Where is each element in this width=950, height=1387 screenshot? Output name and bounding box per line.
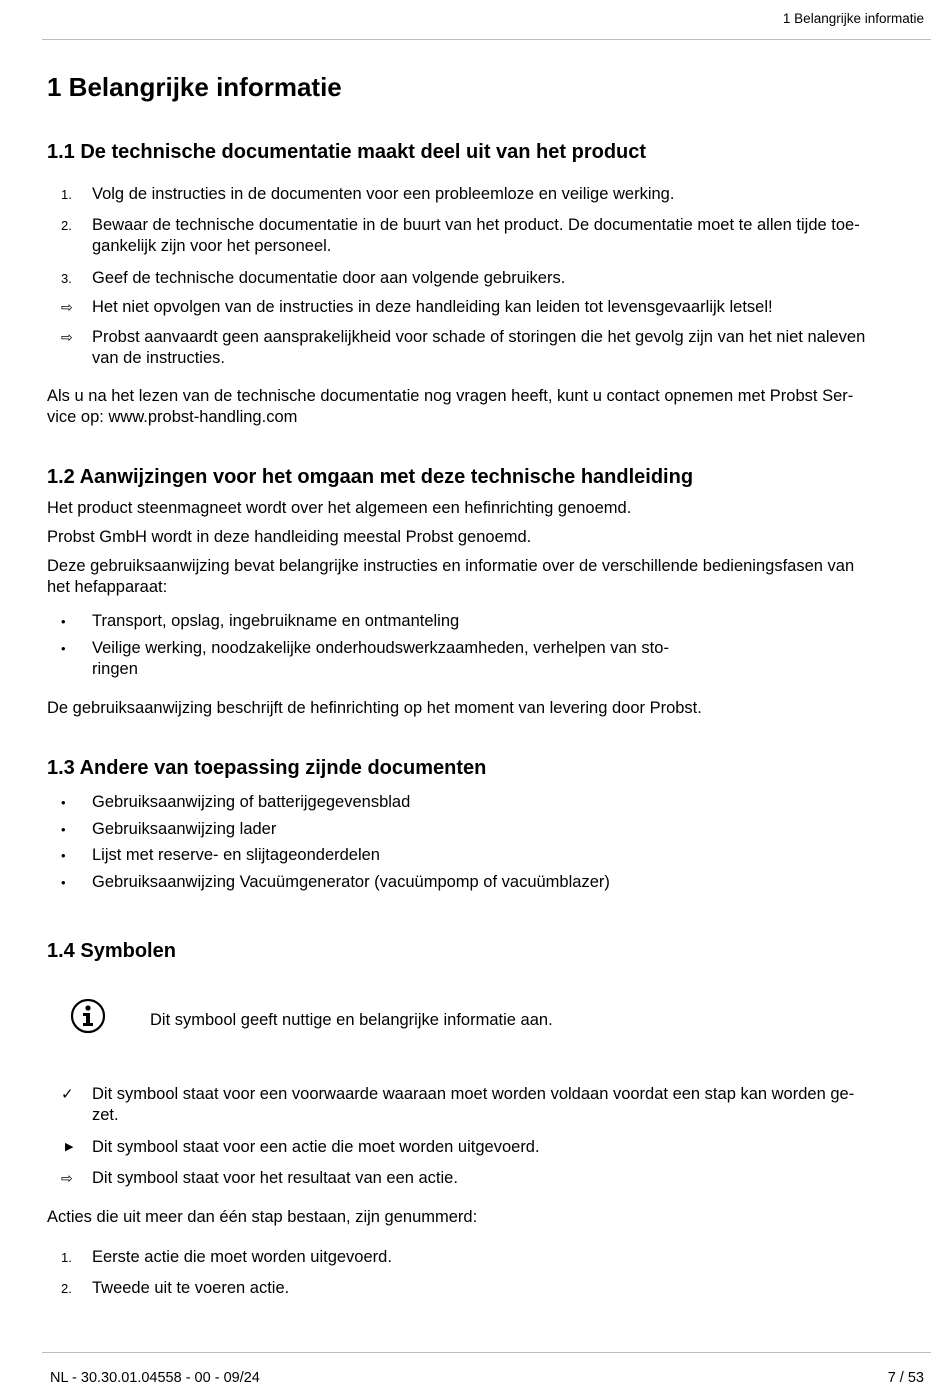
section-heading-1-4: 1.4 Symbolen xyxy=(47,940,176,962)
bullet-item xyxy=(47,611,924,632)
bullet-text: Veilige werking, noodzakelijke onderhoudswerkzaamheden, verhelpen van sto- ringen xyxy=(92,639,669,678)
symbol-item xyxy=(47,1084,924,1126)
list-item xyxy=(47,1278,924,1299)
list-number: 1. xyxy=(61,187,72,202)
info-icon xyxy=(70,998,106,1034)
bullet-icon: • xyxy=(61,641,66,656)
list-item xyxy=(47,268,924,289)
symbol-text: Dit symbool staat voor een actie die moet worden uitgevoerd. xyxy=(92,1138,540,1156)
paragraph: Probst GmbH wordt in deze handleiding meestal Probst genoemd. xyxy=(47,528,532,546)
paragraph: De gebruiksaanwijzing beschrijft de hefinrichting op het moment van levering door Probst. xyxy=(47,699,702,717)
result-item xyxy=(47,327,924,369)
list-number: 3. xyxy=(61,271,72,286)
info-symbol-text: Dit symbool geeft nuttige en belangrijke informatie aan. xyxy=(150,1011,553,1029)
symbol-item xyxy=(47,1137,924,1158)
result-arrow-icon: ⇨ xyxy=(61,329,73,345)
section-heading-1-3: 1.3 Andere van toepassing zijnde documenten xyxy=(47,757,487,779)
result-item xyxy=(47,297,924,318)
symbol-item xyxy=(47,1168,924,1189)
paragraph: Acties die uit meer dan één stap bestaan, zijn genummerd: xyxy=(47,1208,478,1226)
list-item xyxy=(47,215,924,257)
page-number: 7 / 53 xyxy=(887,1370,924,1386)
bullet-text: Gebruiksaanwijzing Vacuümgenerator (vacuümpomp of vacuümblazer) xyxy=(92,873,610,891)
bullet-item xyxy=(47,845,924,866)
bullet-icon: • xyxy=(61,875,66,890)
bullet-icon: • xyxy=(61,822,66,837)
contact-paragraph: Als u na het lezen van de technische documentatie nog vragen heeft, kunt u contact opnemen met Probst Ser- vice op: www.probst-handling.com xyxy=(47,387,854,426)
section-heading-1-2: 1.2 Aanwijzingen voor het omgaan met deze technische handleiding xyxy=(47,466,694,488)
list-item-text: Eerste actie die moet worden uitgevoerd. xyxy=(92,1248,392,1266)
bullet-text: Lijst met reserve- en slijtageonderdelen xyxy=(92,846,380,864)
page-title: 1 Belangrijke informatie xyxy=(47,72,342,102)
bullet-item xyxy=(47,792,924,813)
footer-rule xyxy=(42,1352,931,1353)
bullet-item xyxy=(47,872,924,893)
action-triangle-icon: ▶ xyxy=(65,1141,74,1153)
checkmark-icon: ✓ xyxy=(61,1086,74,1103)
list-item-text: Bewaar de technische documentatie in de buurt van het product. De documentatie moet te allen tijde toe- gankelijk zijn voor het personeel. xyxy=(92,216,860,255)
list-item-text: Geef de technische documentatie door aan volgende gebruikers. xyxy=(92,269,566,287)
symbol-text: Dit symbool staat voor een voorwaarde waaraan moet worden voldaan voordat een stap kan worden ge- zet. xyxy=(92,1085,855,1124)
list-item xyxy=(47,1247,924,1268)
section-heading-1-1: 1.1 De technische documentatie maakt deel uit van het product xyxy=(47,141,647,163)
symbol-text: Dit symbool staat voor het resultaat van een actie. xyxy=(92,1169,458,1187)
result-item-text: Het niet opvolgen van de instructies in deze handleiding kan leiden tot levensgevaarlijk letsel! xyxy=(92,298,773,316)
running-header: 1 Belangrijke informatie xyxy=(782,11,924,26)
result-arrow-icon: ⇨ xyxy=(61,1170,73,1186)
list-number: 2. xyxy=(61,1281,72,1296)
bullet-icon: • xyxy=(61,848,66,863)
bullet-icon: • xyxy=(61,795,66,810)
document-code: NL - 30.30.01.04558 - 00 - 09/24 xyxy=(50,1370,260,1386)
paragraph: Deze gebruiksaanwijzing bevat belangrijke instructies en informatie over de verschillende bedieningsfasen van het hefapparaat: xyxy=(47,557,855,596)
bullet-item xyxy=(47,819,924,840)
bullet-icon: • xyxy=(61,614,66,629)
result-item-text: Probst aanvaardt geen aansprakelijkheid voor schade of storingen die het gevolg zijn van het niet naleven van de instructies. xyxy=(92,328,866,367)
paragraph: Het product steenmagneet wordt over het algemeen een hefinrichting genoemd. xyxy=(47,499,632,517)
list-number: 1. xyxy=(61,1250,72,1265)
bullet-item xyxy=(47,638,924,680)
result-arrow-icon: ⇨ xyxy=(61,299,73,315)
bullet-text: Gebruiksaanwijzing of batterijgegevensblad xyxy=(92,793,411,811)
list-number: 2. xyxy=(61,218,72,233)
header-rule xyxy=(42,39,931,40)
list-item-text: Volg de instructies in de documenten voor een probleemloze en veilige werking. xyxy=(92,185,675,203)
bullet-text: Transport, opslag, ingebruikname en ontmanteling xyxy=(92,612,460,630)
bullet-text: Gebruiksaanwijzing lader xyxy=(92,820,277,838)
list-item xyxy=(47,184,924,205)
list-item-text: Tweede uit te voeren actie. xyxy=(92,1279,290,1297)
